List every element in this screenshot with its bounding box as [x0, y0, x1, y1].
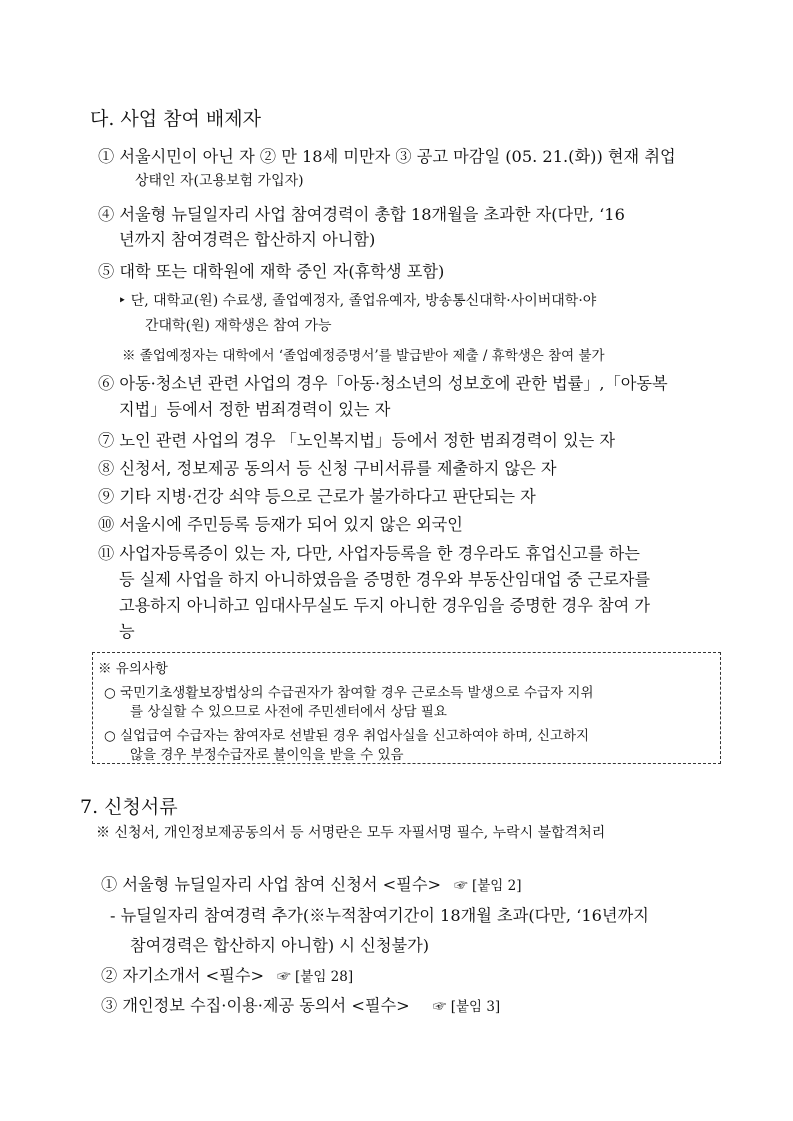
exclusion-item-9: ⑨ 기타 지병·건강 쇠약 등으로 근로가 불가하다고 판단되는 자 [98, 487, 536, 506]
exclusion-item-6: ⑥ 아동·청소년 관련 사업의 경우「아동·청소년의 성보호에 관한 법률」,「아동복 [98, 374, 668, 393]
notice-title: ※ 유의사항 [98, 661, 168, 677]
exclusion-item-11-cont-3: 능 [119, 622, 135, 641]
doc-item-1 [101, 871, 521, 895]
notice-item-2: ○ 실업급여 수급자는 참여자로 선발된 경우 취업사실을 신고하여야 하며, 신고하지 [104, 728, 590, 744]
notice-item-1-cont: 를 상실할 수 있으므로 사전에 주민센터에서 상담 필요 [130, 704, 447, 720]
section-7-signature-note: ※ 신청서, 개인정보제공동의서 등 서명란은 모두 자필서명 필수, 누락시 불합격처리 [96, 825, 606, 841]
exclusion-item-7: ⑦ 노인 관련 사업의 경우 「노인복지법」등에서 정한 범죄경력이 있는 자 [98, 431, 616, 450]
doc-item-1-ref: ☞ [붙임 2] [454, 878, 522, 894]
doc-item-1-sub: - 뉴딜일자리 참여경력 추가(※누적참여기간이 18개월 초과(다만, ‘16년까지 [110, 906, 649, 925]
exclusion-item-8: ⑧ 신청서, 정보제공 동의서 등 신청 구비서류를 제출하지 않은 자 [98, 459, 557, 478]
doc-item-2 [101, 962, 353, 986]
doc-item-2-ref: ☞ [붙임 28] [277, 969, 354, 985]
exclusion-item-11-cont-1: 등 실제 사업을 하지 아니하였음을 증명한 경우와 부동산임대업 중 근로자를 [119, 570, 651, 589]
exclusion-item-5-note: ※ 졸업예정자는 대학에서 ‘졸업예정증명서’를 발급받아 제출 / 휴학생은 참여 불가 [122, 348, 605, 364]
exclusion-item-1-3: ① 서울시민이 아닌 자 ② 만 18세 미만자 ③ 공고 마감일 (05. 21.(화)) 현재 취업 [98, 147, 676, 166]
doc-item-2-label: ② 자기소개서 <필수> [101, 966, 265, 985]
doc-item-3-label: ③ 개인정보 수집·이용·제공 동의서 <필수> [101, 996, 410, 1015]
exclusion-item-5-exception: ‣ 단, 대학교(원) 수료생, 졸업예정자, 졸업유예자, 방송통신대학·사이버대학·야 [118, 293, 597, 309]
exclusion-item-10: ⑩ 서울시에 주민등록 등재가 되어 있지 않은 외국인 [98, 515, 463, 534]
exclusion-item-11: ⑪ 사업자등록증이 있는 자, 다만, 사업자등록을 한 경우라도 휴업신고를 하는 [98, 544, 640, 563]
exclusion-item-5: ⑤ 대학 또는 대학원에 재학 중인 자(휴학생 포함) [98, 262, 445, 281]
section-7-title: 7. 신청서류 [80, 796, 178, 818]
notice-item-1: ○ 국민기초생활보장법상의 수급권자가 참여할 경우 근로소득 발생으로 수급자 지위 [104, 685, 594, 701]
doc-item-3 [101, 992, 500, 1016]
exclusion-item-4-cont: 년까지 참여경력은 합산하지 아니함) [119, 230, 376, 249]
notice-item-2-cont: 않을 경우 부정수급자로 불이익을 받을 수 있음 [130, 747, 404, 763]
exclusion-item-4: ④ 서울형 뉴딜일자리 사업 참여경력이 총합 18개월을 초과한 자(다만, ‘16 [98, 205, 625, 224]
doc-item-1-sub-cont: 참여경력은 합산하지 아니함) 시 신청불가) [130, 936, 430, 955]
exclusion-item-11-cont-2: 고용하지 아니하고 임대사무실도 두지 아니한 경우임을 증명한 경우 참여 가 [119, 596, 651, 615]
doc-item-3-ref: ☞ [붙임 3] [432, 999, 501, 1015]
exclusion-item-5-exception-cont: 간대학(원) 재학생은 참여 가능 [145, 318, 332, 334]
exclusion-item-6-cont: 지법」등에서 정한 범죄경력이 있는 자 [119, 400, 391, 419]
doc-item-1-label: ① 서울형 뉴딜일자리 사업 참여 신청서 <필수> [101, 875, 442, 894]
exclusion-item-3-cont: 상태인 자(고용보험 가입자) [135, 173, 304, 189]
section-title: 다. 사업 참여 배제자 [90, 108, 261, 130]
